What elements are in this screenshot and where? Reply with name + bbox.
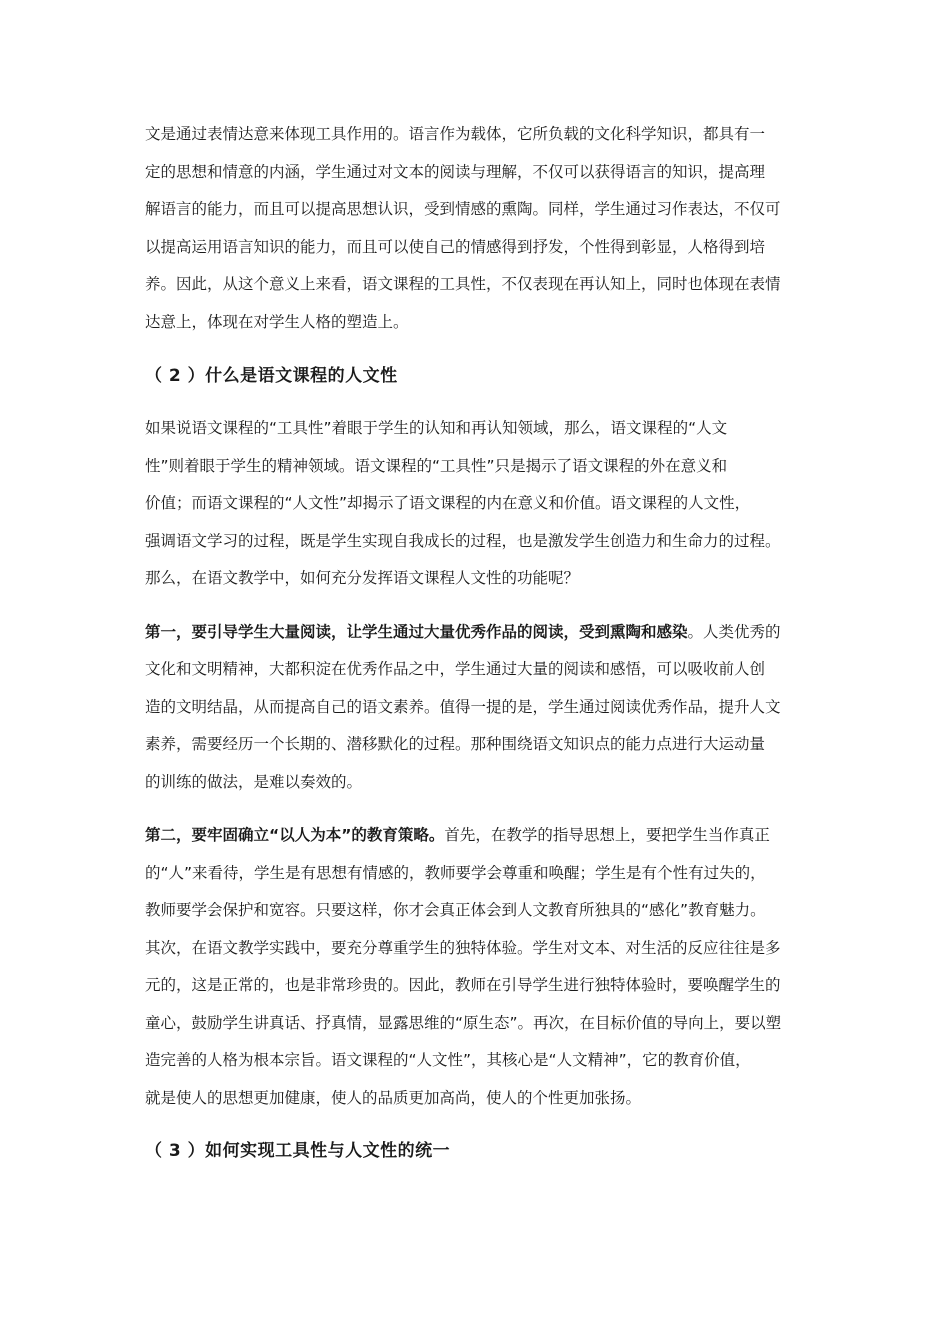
text-line: 的“人”来看待，学生是有思想有情感的，教师要学会尊重和唤醒；学生是有个性有过失的，: [145, 863, 766, 882]
text-line: 教师要学会保护和宽容。只要这样，你才会真正体会到人文教育所独具的“感化”教育魅力。: [145, 901, 766, 919]
text-line: 就是使人的思想更加健康，使人的品质更加高尚，使人的个性更加张扬。: [145, 1088, 642, 1107]
text-line: 如果说语文课程的“工具性”着眼于学生的认知和再认知领域，那么，语文课程的“人文: [145, 419, 728, 437]
text-line: 养。因此，从这个意义上来看，语文课程的工具性，不仅表现在再认知上，同时也体现在表情: [145, 275, 781, 293]
bold-lead-text: 第一，要引导学生大量阅读，让学生通过大量优秀作品的阅读，受到熏陶和感染: [145, 622, 688, 641]
paragraph-3: [145, 614, 810, 802]
text-line: 文是通过表情达意来体现工具作用的。语言作为载体，它所负载的文化科学知识，都具有一: [145, 125, 766, 143]
text-line: 素养，需要经历一个长期的、潜移默化的过程。那种围绕语文知识点的能力点进行大运动量: [145, 735, 766, 753]
text-line: 其次，在语文教学实践中，要充分尊重学生的独特体验。学生对文本、对生活的反应往往是多: [145, 938, 781, 957]
document-body: [145, 116, 810, 1170]
paragraph-1: [145, 116, 810, 341]
text-line: 性”则着眼于学生的精神领域。语文课程的“工具性”只是揭示了语文课程的外在意义和: [145, 456, 728, 475]
text-span: 首先，在教学的指导思想上，要把学生当作真正: [444, 826, 770, 844]
text-line: [145, 817, 810, 855]
text-line: [145, 614, 810, 652]
text-span: 。人类优秀的: [687, 622, 781, 641]
text-line: 以提高运用语言知识的能力，而且可以使自己的情感得到抒发，个性得到彰显，人格得到培: [145, 237, 766, 256]
text-line: 价值；而语文课程的“人文性”却揭示了语文课程的内在意义和价值。语文课程的人文性，: [145, 494, 751, 512]
text-line: 文化和文明精神，大都积淀在优秀作品之中，学生通过大量的阅读和感悟，可以吸收前人创: [145, 660, 766, 678]
text-line: 达意上，体现在对学生人格的塑造上。: [145, 312, 409, 331]
paragraph-4: [145, 817, 810, 1117]
text-line: 元的，这是正常的，也是非常珍贵的。因此，教师在引导学生进行独特体验时，要唤醒学生的: [145, 976, 781, 994]
section-heading-3: （ 3 ）如何实现工具性与人文性的统一: [145, 1141, 451, 1161]
text-line: 的训练的做法，是难以奏效的。: [145, 772, 363, 791]
bold-lead-text: 第二，要牢固确立“以人为本”的教育策略。: [145, 826, 445, 844]
text-line: 造的文明结晶，从而提高自己的语文素养。值得一提的是，学生通过阅读优秀作品，提升人文: [145, 697, 781, 716]
text-line: 定的思想和情意的内涵，学生通过对文本的阅读与理解，不仅可以获得语言的知识，提高理: [145, 162, 766, 181]
text-line: 那么，在语文教学中，如何充分发挥语文课程人文性的功能呢？: [145, 569, 580, 587]
text-line: 强调语文学习的过程，既是学生实现自我成长的过程，也是激发学生创造力和生命力的过程。: [145, 531, 781, 550]
text-line: 解语言的能力，而且可以提高思想认识，受到情感的熏陶。同样，学生通过习作表达，不仅可: [145, 200, 781, 218]
section-heading-2: （ 2 ）什么是语文课程的人文性: [145, 366, 398, 386]
text-line: 造完善的人格为根本宗旨。语文课程的“人文性”，其核心是“人文精神”，它的教育价值，: [145, 1051, 751, 1069]
paragraph-2: [145, 410, 810, 598]
text-line: 童心，鼓励学生讲真话、抒真情，显露思维的“原生态”。再次，在目标价值的导向上，要以塑: [145, 1013, 782, 1032]
